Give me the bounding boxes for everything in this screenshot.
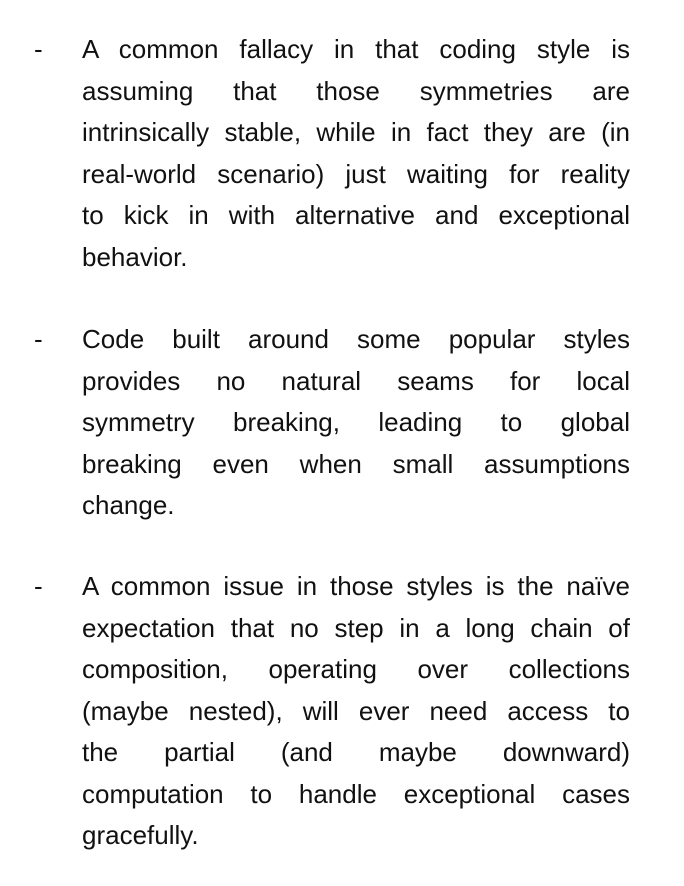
text-line: change. [82,490,175,520]
text-line: assuming that those symmetries are [82,75,630,106]
bullet-text [82,29,630,278]
text-line: behavior. [82,241,188,272]
text-line: symmetry breaking, leading to global [82,407,630,437]
text-line: composition, operating over collections [82,654,630,684]
text-line: (maybe nested), will ever need access to [82,695,630,726]
text-line: gracefully. [82,820,199,850]
bullet-marker: - [34,571,43,601]
text-line: intrinsically stable, while in fact they are (in [82,117,630,147]
bullet-marker: - [34,34,43,64]
text-line: Code built around some popular styles [82,324,630,354]
text-line: to kick in with alternative and exceptional [82,200,630,230]
bullet-text [82,566,630,857]
text-line: computation to handle exceptional cases [82,778,630,809]
text-line: breaking even when small assumptions [82,448,630,479]
bullet-text [82,319,630,527]
bullet-marker: - [34,324,43,354]
text-line: provides no natural seams for local [82,365,630,396]
text-line: the partial (and maybe downward) [82,737,630,767]
text-line: expectation that no step in a long chain of [82,612,630,643]
text-line: A common fallacy in that coding style is [82,34,630,64]
text-line: A common issue in those styles is the naïve [82,571,630,601]
text-line: real-world scenario) just waiting for reality [82,158,630,189]
